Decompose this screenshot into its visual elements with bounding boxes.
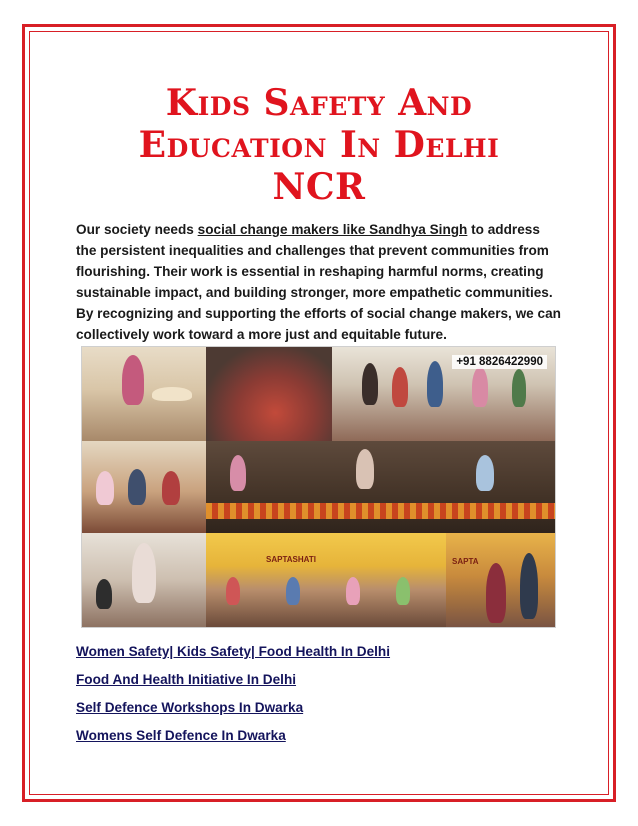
link-food-health-initiative[interactable]: Food And Health Initiative In Delhi (76, 672, 297, 687)
title-line-2: Education In Delhi (138, 124, 500, 166)
collage-photo-women-portrait (446, 533, 555, 627)
collage-photo-woman-kids (82, 533, 206, 627)
page-title (60, 82, 578, 208)
link-womens-self-defence[interactable]: Womens Self Defence In Dwarka (76, 728, 286, 743)
title-line-1: Kids Safety And (165, 82, 473, 124)
sandhya-singh-link[interactable]: social change makers like Sandhya Singh (197, 222, 468, 237)
phone-number-label: +91 8826422990 (452, 355, 547, 369)
intro-text-before: Our society needs (76, 222, 198, 237)
collage-photo-kids-group (82, 441, 206, 533)
collage-photo-diya-circle (206, 347, 332, 441)
related-links-list (76, 643, 556, 755)
saptashati-banner: SAPTASHATI (266, 555, 316, 564)
intro-paragraph (76, 219, 562, 345)
collage-photo-hindi-diya-text (206, 441, 555, 533)
link-self-defence-workshops[interactable]: Self Defence Workshops In Dwarka (76, 700, 304, 715)
event-photo-collage (81, 346, 556, 628)
collage-photo-group-room (332, 347, 555, 441)
link-women-kids-safety-food-health[interactable]: Women Safety| Kids Safety| Food Health In Delhi (76, 644, 391, 659)
intro-text-after: to address the persistent inequalities and challenges that prevent communities from flourishing. Their work is essential in reshaping harmful norms, creating sustainable impact, and building stronger, more empathetic communities. By recognizing and supporting the efforts of social change makers, we can collectively work toward a more just and equitable future. (76, 222, 561, 342)
title-line-3: NCR (272, 166, 366, 208)
sapta-banner: SAPTA (452, 557, 479, 566)
collage-photo-saptashati-group (206, 533, 446, 627)
collage-photo-candles-floor (82, 347, 206, 441)
